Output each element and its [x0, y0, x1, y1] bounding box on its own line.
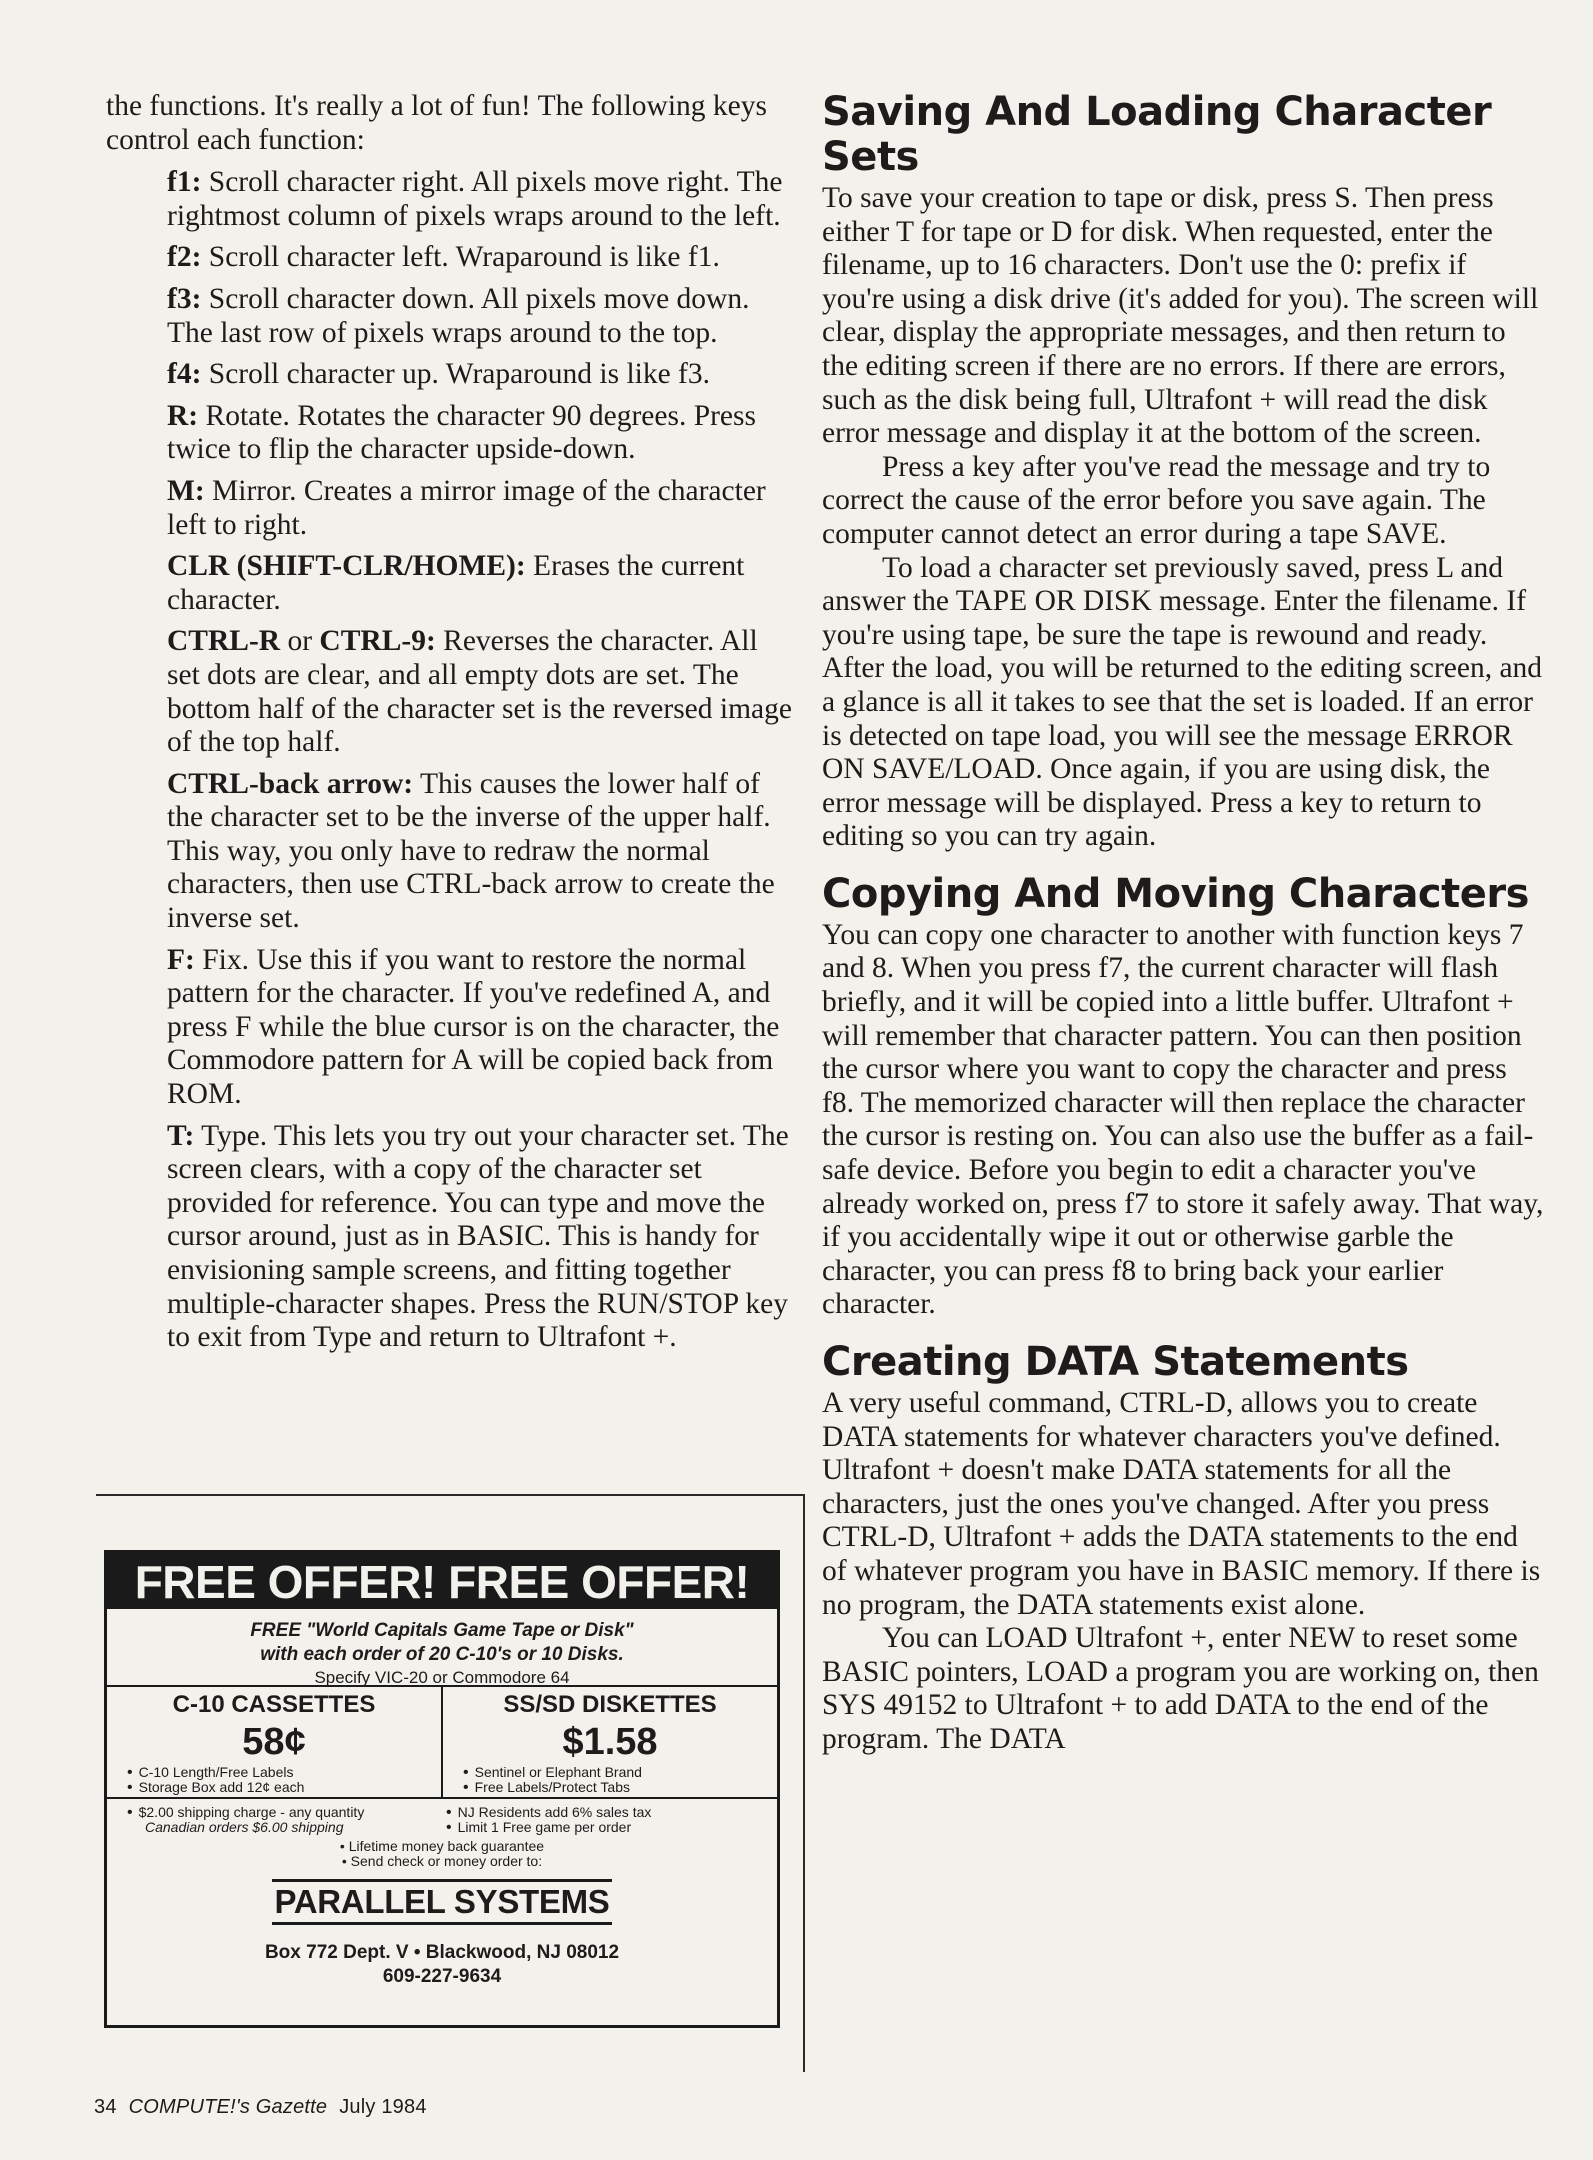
key-definition — [167, 400, 796, 467]
product-price: 58¢ — [242, 1721, 306, 1763]
info-item: • $2.00 shipping charge - any quantity — [127, 1805, 446, 1820]
body-paragraph: A very useful command, CTRL-D, allows you to create DATA statements for whatever characters you've defined. Ultrafont + doesn't make DATA statements for all the characters, just the ones you've changed. After you press CTRL-D, Ultrafont + adds the DATA statements to the end of whatever program you have in BASIC memory. If there is no program, the DATA statements exist alone. — [822, 1387, 1541, 1621]
ad-products — [107, 1687, 777, 1799]
advertisement — [104, 1550, 780, 2028]
ad-divider-vertical — [803, 1494, 805, 2072]
right-column — [822, 90, 1544, 1757]
key-definition — [167, 283, 796, 350]
ad-offer — [107, 1609, 777, 1687]
key-definition — [167, 1120, 796, 1355]
ad-product-diskettes — [441, 1687, 777, 1797]
phone-line: 609-227-9634 — [382, 1966, 502, 1987]
section-heading: Creating DATA Statements — [822, 1339, 1409, 1385]
definition-key: f3: — [167, 282, 202, 315]
definition-connector: or — [280, 625, 320, 658]
product-price: $1.58 — [562, 1721, 658, 1763]
info-sub: Canadian orders $6.00 shipping — [145, 1819, 344, 1835]
definition-key: CLR (SHIFT-CLR/HOME): — [167, 550, 526, 583]
ad-offer-line2: with each order of 20 C-10's or 10 Disks. — [260, 1644, 624, 1665]
definition-text: Fix. Use this if you want to restore the normal pattern for the character. If you've redefined A, and press F while the blue cursor is on the character, the Commodore pattern for A will be copied back from ROM. — [167, 943, 780, 1111]
definition-key: CTRL-9: — [319, 625, 436, 658]
key-definition — [167, 358, 796, 392]
key-definition — [167, 625, 796, 759]
definition-text: This causes the lower half of the character set to be the inverse of the upper half. This way, you only have to redraw the normal characters, then use CTRL-back arrow to create the inverse set. — [167, 767, 775, 935]
ad-offer-line1: FREE "World Capitals Game Tape or Disk" — [250, 1620, 634, 1641]
body-paragraph: You can LOAD Ultrafont +, enter NEW to reset some BASIC pointers, LOAD a program you are working on, then SYS 49152 to Ultrafont + to add DATA to the end of the program. The DATA — [822, 1622, 1539, 1755]
definition-key: M: — [167, 474, 205, 507]
product-bullet: • Free Labels/Protect Tabs — [463, 1780, 777, 1795]
ad-company: PARALLEL SYSTEMS — [272, 1879, 612, 1925]
definition-key: CTRL-R — [167, 625, 281, 658]
ad-info — [107, 1799, 777, 1835]
ad-address — [107, 1941, 777, 1989]
ad-banner: FREE OFFER! FREE OFFER! — [107, 1553, 777, 1609]
section-heading: Saving And Loading Character Sets — [822, 89, 1492, 180]
definition-key: R: — [167, 399, 199, 432]
body-paragraph: Press a key after you've read the message and try to correct the cause of the error before you save again. The computer cannot detect an error during a tape SAVE. — [822, 450, 1491, 550]
definition-text: Erases the current character. — [167, 550, 745, 616]
product-bullet: • Storage Box add 12¢ each — [127, 1780, 441, 1795]
product-bullets — [443, 1765, 777, 1795]
intro-paragraph: the functions. It's really a lot of fun! The following keys control each function: — [106, 90, 767, 156]
issue-date: July 1984 — [339, 2096, 427, 2118]
definition-key: f4: — [167, 358, 202, 391]
definition-text: Scroll character right. All pixels move right. The rightmost column of pixels wraps around to the left. — [167, 166, 783, 232]
product-bullet: • Sentinel or Elephant Brand — [463, 1765, 777, 1780]
left-column — [106, 90, 796, 1363]
key-definition — [167, 166, 796, 233]
info-item: • NJ Residents add 6% sales tax — [446, 1805, 765, 1820]
product-bullets — [107, 1765, 441, 1795]
section-heading: Copying And Moving Characters — [822, 870, 1529, 917]
key-definition — [167, 944, 796, 1112]
definition-text: Rotate. Rotates the character 90 degrees. Press twice to flip the character upside-down. — [167, 399, 756, 466]
definition-key: f1: — [167, 166, 202, 199]
ad-info-right — [446, 1805, 765, 1835]
address-line: Box 772 Dept. V • Blackwood, NJ 08012 — [264, 1942, 620, 1963]
definition-key: F: — [167, 943, 195, 976]
definition-text: Scroll character left. Wraparound is like f1. — [201, 241, 720, 274]
definition-text: Reverses the character. All set dots are clear, and all empty dots are set. The bottom half of the character set is the reversed image of the top half. — [167, 625, 792, 759]
publication-name: COMPUTE!'s Gazette — [128, 2096, 328, 2118]
body-paragraph: To load a character set previously saved, press L and answer the TAPE OR DISK message. Enter the filename. If you're using tape, be sure the tape is rewound and ready. After the load, you will be returned to the editing screen, and a glance is all it takes to see that the set is loaded. If an error is detected on tape load, you will see the message ERROR ON SAVE/LOAD. Once again, if you are using disk, the error message will be displayed. Press a key to return to editing so you can try again. — [822, 551, 1543, 853]
guarantee-line: • Lifetime money back guarantee — [339, 1838, 545, 1854]
page-footer — [94, 2096, 427, 2119]
info-item: • Limit 1 Free game per order — [446, 1820, 765, 1835]
ad-divider-horizontal — [96, 1494, 804, 1496]
key-definition — [167, 475, 796, 542]
ad-product-cassettes — [107, 1687, 441, 1797]
product-bullet: • C-10 Length/Free Labels — [127, 1765, 441, 1780]
definition-text: Scroll character up. Wraparound is like f3. — [201, 358, 711, 391]
ad-offer-line3: Specify VIC-20 or Commodore 64 — [314, 1668, 570, 1687]
key-definition — [167, 768, 796, 936]
body-paragraph: To save your creation to tape or disk, press S. Then press either T for tape or D for disk. When requested, enter the filename, up to 16 characters. Don't use the 0: prefix if you're using a disk drive (it's added for you). The screen will clear, display the appropriate messages, and then return to the editing screen if there are no errors. If there are errors, such as the disk being full, Ultrafont + will read the disk error message and display it at the bottom of the screen. — [822, 182, 1539, 450]
guarantee-text: Lifetime money back guarantee — [348, 1838, 545, 1854]
key-definitions — [106, 166, 796, 1355]
product-title: C-10 CASSETTES — [172, 1691, 376, 1718]
body-paragraph: You can copy one character to another with function keys 7 and 8. When you press f7, the current character will flash briefly, and it will be copied into a little buffer. Ultrafont + will remember that character pattern. You can then position the cursor where you want to copy the character and press f8. The memorized character will then replace the character the cursor is resting on. You can also use the buffer as a fail-safe device. Before you begin to edit a character you've already worked on, press f7 to store it safely away. That way, if you accidentally wipe it out or otherwise garble the character, you can press f8 to bring back your earlier character. — [822, 918, 1544, 1321]
ad-guarantee — [107, 1839, 777, 1869]
definition-text: Mirror. Creates a mirror image of the character left to right. — [167, 474, 766, 541]
definition-key: f2: — [167, 241, 202, 274]
definition-key: T: — [167, 1119, 195, 1152]
page-number: 34 — [94, 2096, 117, 2118]
ad-info-left — [127, 1805, 446, 1835]
product-title: SS/SD DISKETTES — [503, 1691, 717, 1718]
key-definition — [167, 550, 796, 617]
definition-text: Type. This lets you try out your character set. The screen clears, with a copy of the character set provided for reference. You can type and move the cursor around, just as in BASIC. This is handy for envisioning sample screens, and fitting together multiple-character shapes. Press the RUN/STOP key to exit from Type and return to Ultrafont +. — [167, 1119, 789, 1354]
order-line: • Send check or money order to: — [341, 1853, 543, 1869]
definition-text: Scroll character down. All pixels move down. The last row of pixels wraps around to the top. — [167, 282, 750, 349]
key-definition — [167, 241, 796, 275]
order-text: Send check or money order to: — [350, 1853, 543, 1869]
definition-key: CTRL-back arrow: — [167, 767, 414, 800]
